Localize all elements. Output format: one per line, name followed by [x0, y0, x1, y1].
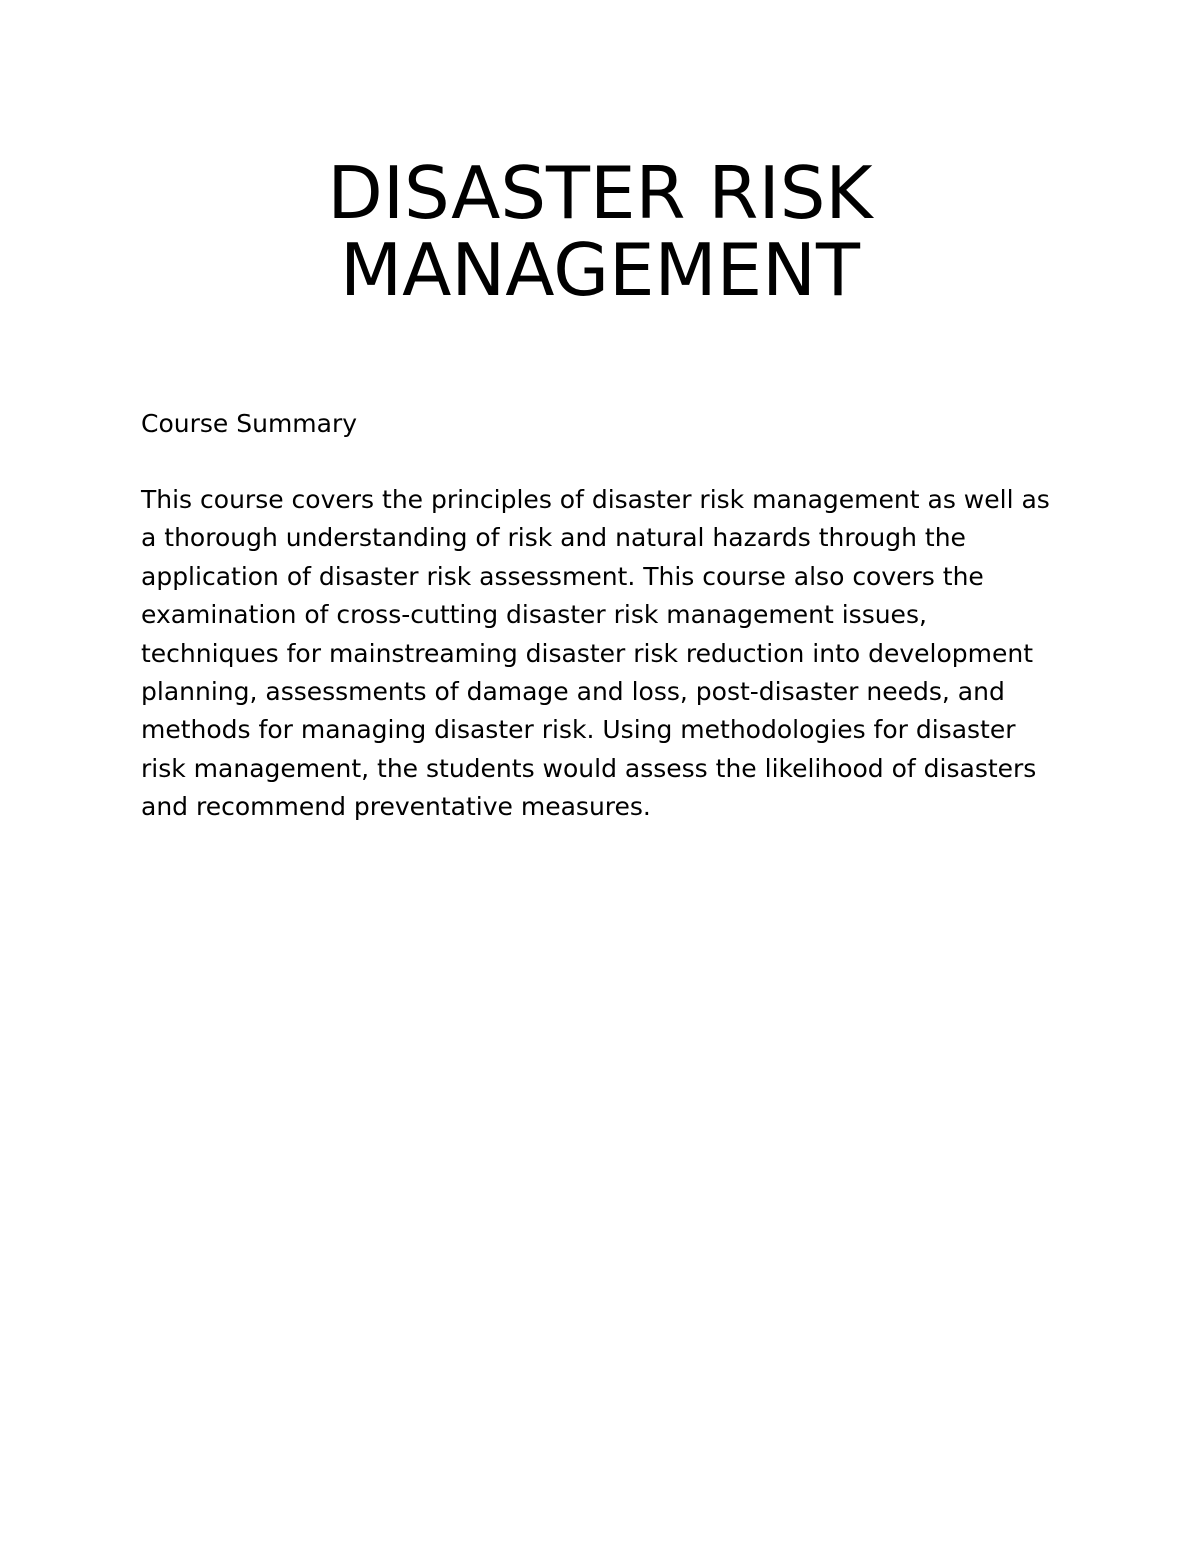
summary-line: a thorough understanding of risk and natural hazards through the: [141, 523, 966, 553]
course-summary-paragraph: [141, 481, 1050, 827]
title-line-2: MANAGEMENT: [340, 228, 860, 312]
section-heading-course-summary: Course Summary: [141, 409, 358, 438]
summary-line: This course covers the principles of disaster risk management as well as: [141, 485, 1050, 514]
title-line-1: DISASTER RISK: [327, 151, 873, 235]
summary-line: methods for managing disaster risk. Using methodologies for disaster: [141, 715, 1016, 745]
summary-line: examination of cross-cutting disaster risk management issues,: [141, 600, 927, 630]
summary-line: planning, assessments of damage and loss, post-disaster needs, and: [141, 677, 1005, 707]
summary-line: techniques for mainstreaming disaster risk reduction into development: [141, 638, 1034, 668]
summary-line: risk management, the students would assess the likelihood of disasters: [141, 753, 1037, 783]
summary-line: application of disaster risk assessment. This course also covers the: [141, 561, 984, 591]
page-title: [0, 151, 1200, 312]
summary-line: and recommend preventative measures.: [141, 792, 651, 822]
